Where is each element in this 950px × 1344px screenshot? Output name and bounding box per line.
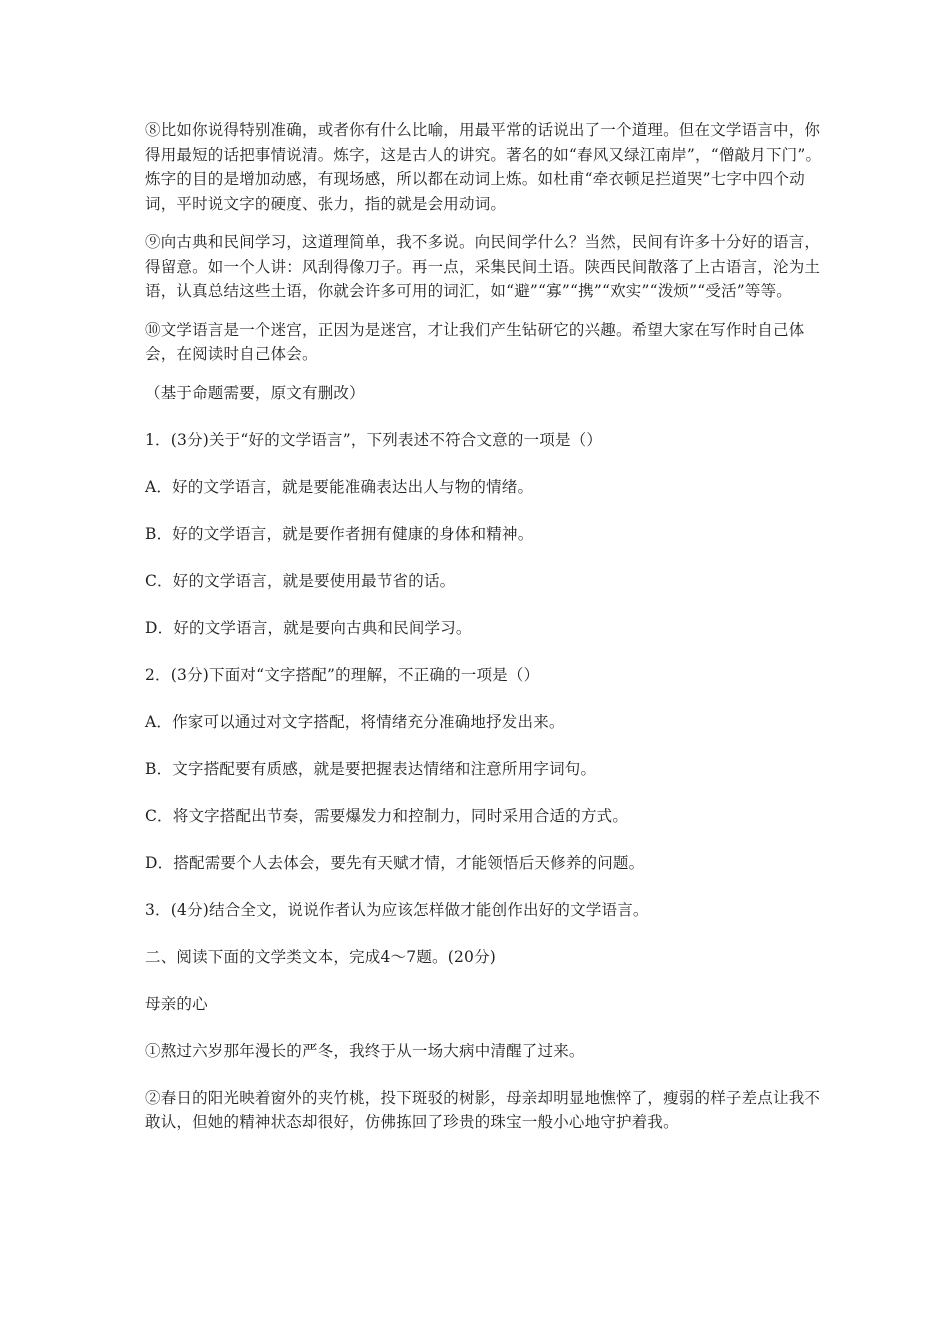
question-1-option-b: B．好的文学语言，就是要作者拥有健康的身体和精神。	[145, 524, 534, 543]
source-note: （基于命题需要，原文有删改）	[145, 383, 365, 402]
question-2-option-c: C．将文字搭配出节奏，需要爆发力和控制力，同时采用合适的方式。	[145, 806, 629, 825]
section-2-paragraph-1: ①熬过六岁那年漫长的严冬，我终于从一场大病中清醒了过来。	[145, 1041, 585, 1060]
question-2-option-a: A．作家可以通过对文字搭配，将情绪充分准确地抒发出来。	[145, 712, 565, 731]
paragraph-8: ⑧比如你说得特别准确，或者你有什么比喻，用最平常的话说出了一个道理。但在文学语言中，你得用最短的话把事情说清。炼字，这是古人的讲究。著名的如“春风又绿江南岸”，“僧敲月下门”。炼字的目的是增加动感，有现场感，所以都在动词上炼。如杜甫“牵衣顿足拦道哭”七字中四个动词，平时说文字的硬度、张力，指的就是会用动词。	[145, 121, 822, 213]
paragraph-9: ⑨向古典和民间学习，这道理简单，我不多说。向民间学什么？当然，民间有许多十分好的语言，得留意。如一个人讲：风刮得像刀子。再一点，采集民间土语。陕西民间散落了上古语言，沦为土语，认真总结这些土语，你就会许多可用的词汇，如“避”“寡”“携”“欢实”“泼烦”“受活”等等。	[145, 233, 821, 300]
question-1-stem: 1．(3分)关于“好的文学语言”，下列表述不符合文意的一项是（）	[145, 430, 603, 449]
question-3-stem: 3．(4分)结合全文，说说作者认为应该怎样做才能创作出好的文学语言。	[145, 900, 649, 919]
question-1-option-d: D．好的文学语言，就是要向古典和民间学习。	[145, 618, 472, 637]
section-2-heading: 二、阅读下面的文学类文本，完成4～7题。(20分)	[145, 947, 497, 966]
section-2-title: 母亲的心	[145, 994, 208, 1013]
question-1-option-a: A．好的文学语言，就是要能准确表达出人与物的情绪。	[145, 477, 534, 496]
question-2-option-b: B．文字搭配要有质感，就是要把握表达情绪和注意所用字词句。	[145, 759, 597, 778]
section-2-paragraph-2: ②春日的阳光映着窗外的夹竹桃，投下斑驳的树影，母亲却明显地憔悴了，瘦弱的样子差点让我不敢认，但她的精神状态却很好，仿佛拣回了珍贵的珠宝一般小心地守护着我。	[145, 1088, 821, 1131]
paragraph-10: ⑩文学语言是一个迷宫，正因为是迷宫，才让我们产生钻研它的兴趣。希望大家在写作时自己体会，在阅读时自己体会。	[145, 320, 805, 363]
question-1-option-c: C．好的文学语言，就是要使用最节省的话。	[145, 571, 456, 590]
question-2-stem: 2．(3分)下面对“文字搭配”的理解，不正确的一项是（）	[145, 665, 540, 684]
question-2-option-d: D．搭配需要个人去体会，要先有天赋才情，才能领悟后天修养的问题。	[145, 853, 645, 872]
